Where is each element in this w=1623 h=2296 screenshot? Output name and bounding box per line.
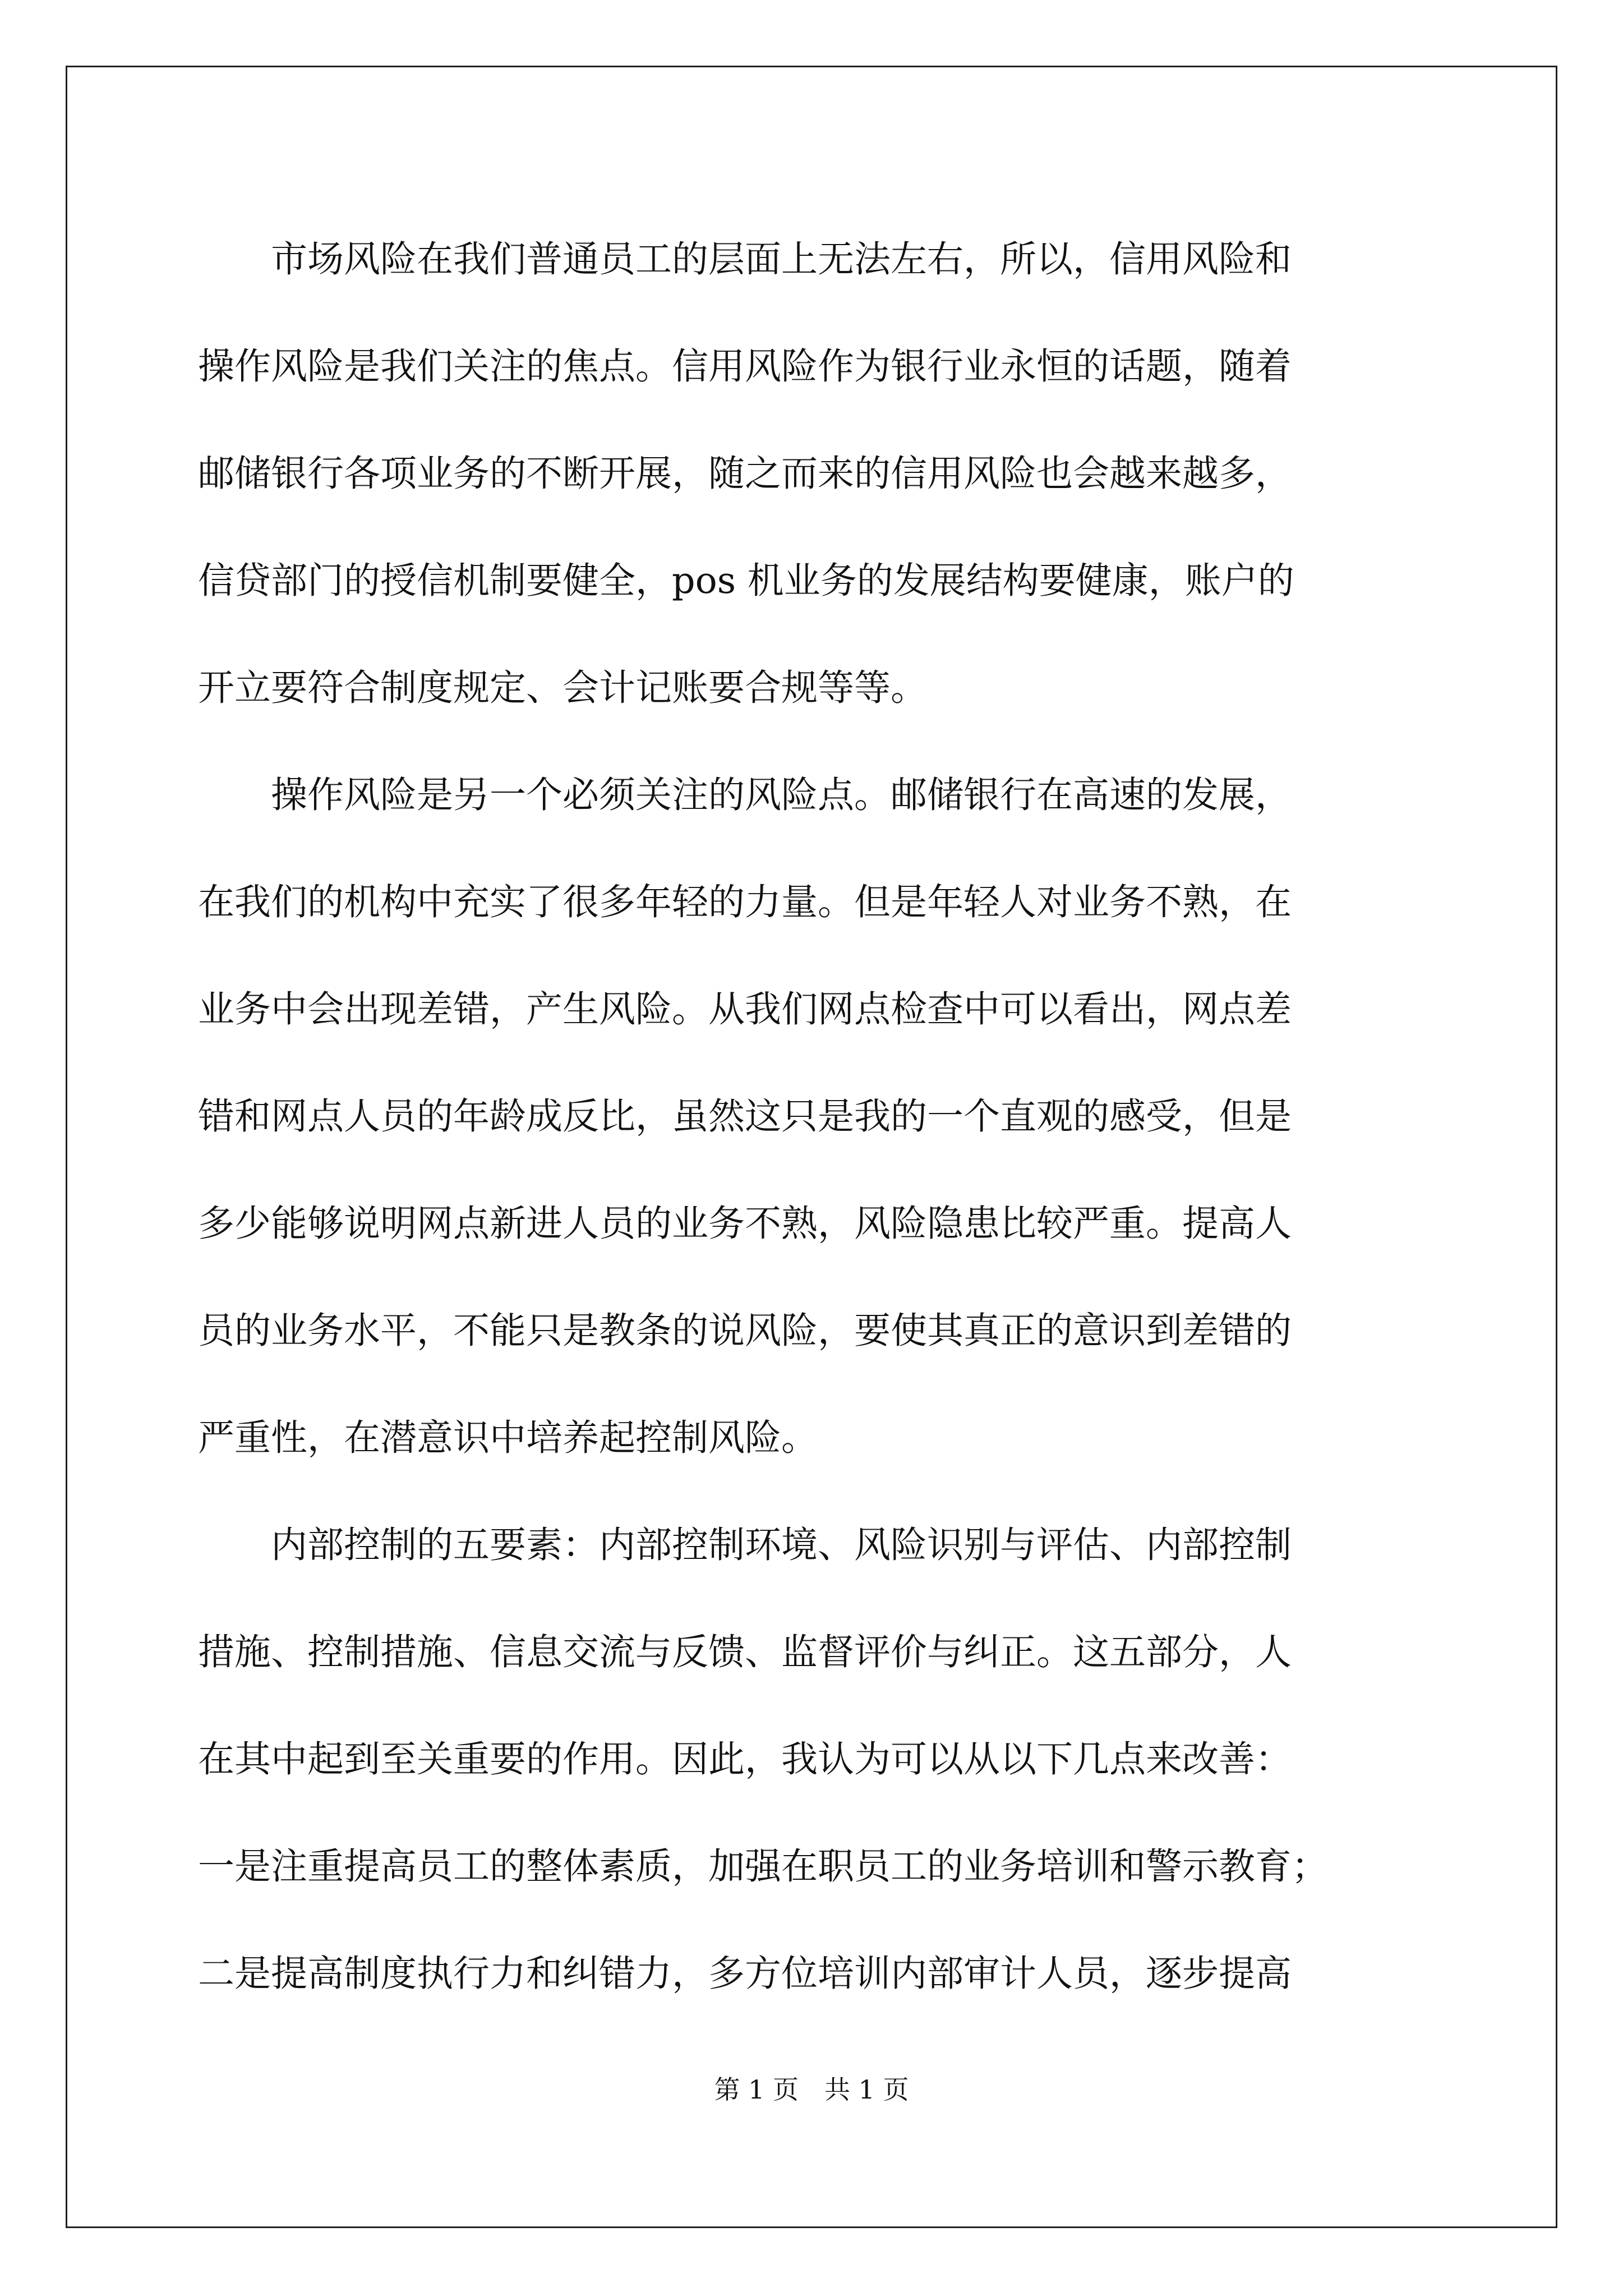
text-line: 邮储银行各项业务的不断开展，随之而来的信用风险也会越来越多， xyxy=(198,453,1292,495)
text-line: 内部控制的五要素：内部控制环境、风险识别与评估、内部控制 xyxy=(198,1524,1292,1566)
text-line: 信贷部门的授信机制要健全，pos 机业务的发展结构要健康，账户的 xyxy=(198,560,1294,602)
text-line: 严重性，在潜意识中培养起控制风险。 xyxy=(198,1417,818,1459)
text-line: 员的业务水平，不能只是教条的说风险，要使其真正的意识到差错的 xyxy=(198,1310,1292,1352)
document-body xyxy=(198,206,1432,2027)
text-line: 操作风险是另一个必须关注的风险点。邮储银行在高速的发展， xyxy=(198,774,1292,816)
text-line: 错和网点人员的年龄成反比，虽然这只是我的一个直观的感受，但是 xyxy=(198,1096,1292,1138)
text-line: 在我们的机构中充实了很多年轻的力量。但是年轻人对业务不熟，在 xyxy=(198,881,1292,923)
text-line: 措施、控制措施、信息交流与反馈、监督评价与纠正。这五部分，人 xyxy=(198,1631,1292,1673)
page-number-footer: 第 1 页 共 1 页 xyxy=(714,2074,909,2105)
text-line: 二是提高制度执行力和纠错力，多方位培训内部审计人员，逐步提高 xyxy=(198,1953,1292,1995)
text-line: 开立要符合制度规定、会计记账要合规等等。 xyxy=(198,667,928,709)
text-line: 业务中会出现差错，产生风险。从我们网点检查中可以看出，网点差 xyxy=(198,988,1292,1030)
text-line: 一是注重提高员工的整体素质，加强在职员工的业务培训和警示教育； xyxy=(198,1846,1329,1888)
text-line: 市场风险在我们普通员工的层面上无法左右，所以，信用风险和 xyxy=(198,238,1292,280)
text-line: 操作风险是我们关注的焦点。信用风险作为银行业永恒的话题，随着 xyxy=(198,346,1292,388)
text-line: 多少能够说明网点新进人员的业务不熟，风险隐患比较严重。提高人 xyxy=(198,1203,1292,1245)
text-line: 在其中起到至关重要的作用。因此，我认为可以从以下几点来改善： xyxy=(198,1738,1292,1780)
